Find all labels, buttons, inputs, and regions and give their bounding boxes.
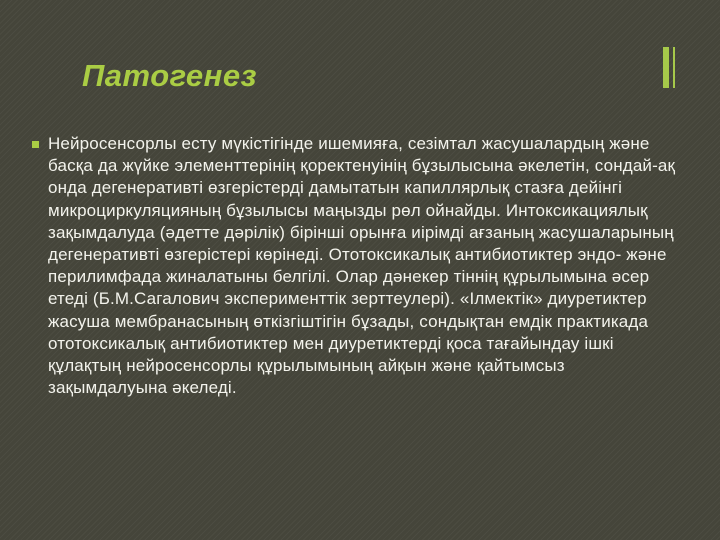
bullet-item xyxy=(32,133,692,399)
title-accent-bar xyxy=(663,47,669,88)
slide-content xyxy=(32,133,692,399)
bullet-text: Нейросенсорлы есту мүкістігінде ишемияға, сезімтал жасушалардың және басқа да жүйке элементтерінің қоректенуінің бұзылысына әкелетін, сондай-ақ онда дегенеративті өзгерістерді дамытатын капиллярлық стазға дейінгі микроциркуляцияның бұзылысы маңызды рөл ойнайды. Интоксикациялық зақымдалуда (әдетте дәрілік) бірінші орынға иірімді ағзаның жасушаларының дегенеративті өзгерістері көрінеді. Ототоксикалық антибиотиктер эндо- және перилимфада жиналатыны белгілі. Олар дәнекер тіннің құрылымына әсер етеді (Б.М.Сагалович эксперименттік зерттеулері). «Ілмектік» диуретиктер жасуша мембранасының өткізгіштігін бұзады, сондықтан емдік практикада ототоксикалық антибиотиктер мен диуретиктерді қоса тағайындау ішкі құлақтың нейросенсорлы құрылымының айқын және қайтымсыз зақымдалуына әкеледі. xyxy=(48,134,676,398)
square-bullet-icon xyxy=(32,141,39,148)
slide-title: Патогенез xyxy=(82,58,257,93)
title-accent-line xyxy=(673,47,675,88)
